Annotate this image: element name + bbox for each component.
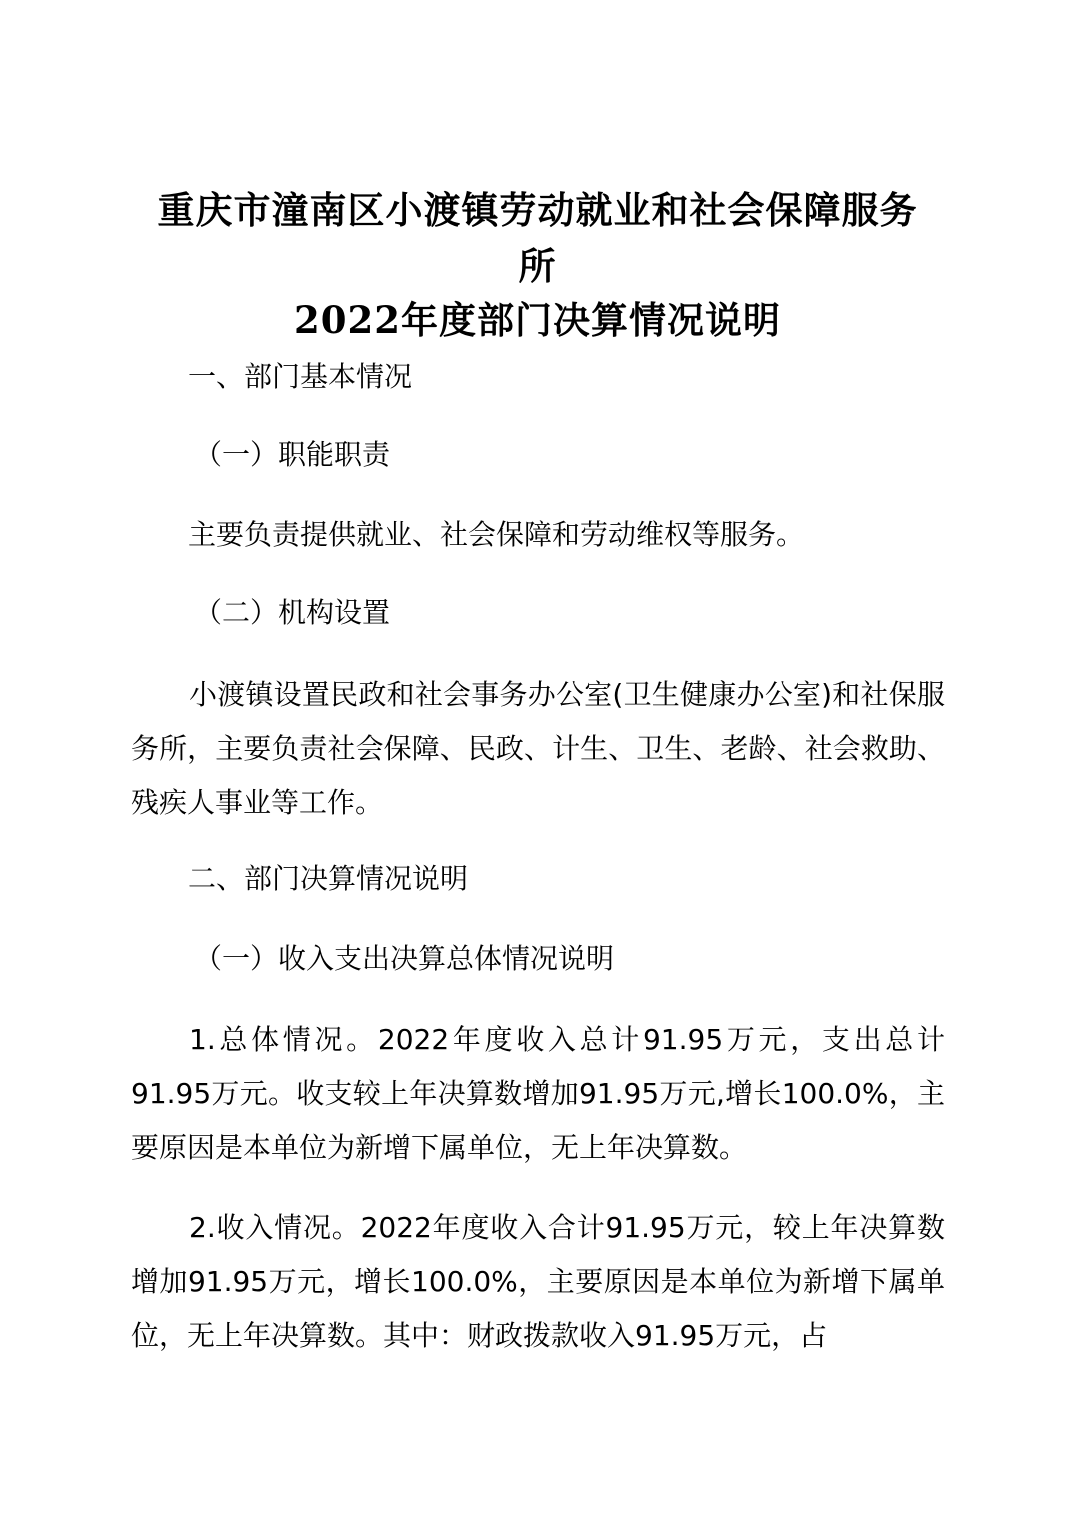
section-heading-final-accounts: 二、部门决算情况说明	[188, 862, 469, 895]
overall-situation-paragraph: 1.总体情况。2022年度收入总计91.95万元，支出总计91.95万元。收支较上年决算数增加91.95万元,增长100.0%，主要原因是本单位为新增下属单位，无上年决算数。	[131, 1023, 945, 1164]
section-heading-basic-info: 一、部门基本情况	[188, 360, 413, 393]
subsection-heading-organization: （二）机构设置	[194, 596, 391, 629]
document-title-line-3: 2022年度部门决算情况说明	[294, 298, 781, 342]
document-title-line-2: 所	[518, 244, 557, 288]
document-title-line-1: 重庆市潼南区小渡镇劳动就业和社会保障服务	[157, 188, 918, 232]
subsection-heading-functions: （一）职能职责	[194, 438, 391, 471]
functions-text: 主要负责提供就业、社会保障和劳动维权等服务。	[188, 518, 805, 551]
income-situation-paragraph: 2.收入情况。2022年度收入合计91.95万元，较上年决算数增加91.95万元，增长100.0%，主要原因是本单位为新增下属单位，无上年决算数。其中：财政拨款收入91.95万元，占	[131, 1211, 945, 1352]
organization-paragraph: 小渡镇设置民政和社会事务办公室(卫生健康办公室)和社保服务所，主要负责社会保障、民政、计生、卫生、老龄、社会救助、残疾人事业等工作。	[131, 678, 945, 819]
subsection-heading-income-expenditure: （一）收入支出决算总体情况说明	[194, 942, 615, 975]
